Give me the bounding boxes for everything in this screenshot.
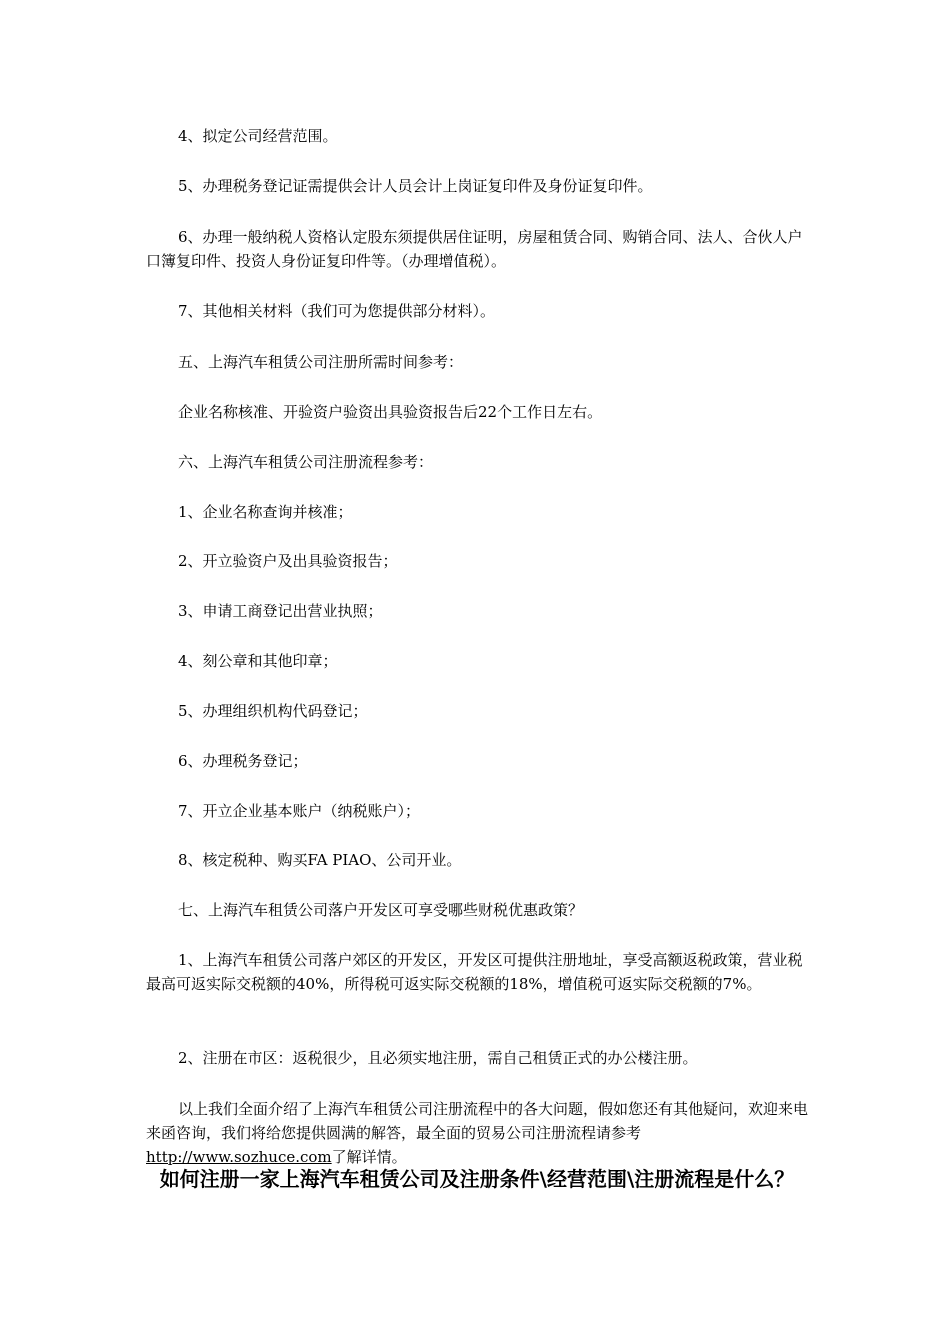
paragraph-time-estimate: 企业名称核准、开验资户验资出具验资报告后22个工作日左右。: [178, 403, 603, 421]
closing-suffix: 了解详情。: [331, 1148, 407, 1166]
process-step-3: 3、申请工商登记出营业执照；: [178, 602, 383, 620]
section-heading-tax-incentives: 七、上海汽车租赁公司落户开发区可享受哪些财税优惠政策？: [178, 901, 584, 919]
closing-text: 以上我们全面介绍了上海汽车租赁公司注册流程中的各大问题，假如您还有其他疑问，欢迎来电来函咨询，我们将给您提供圆满的解答，最全面的贸易公司注册流程请参考: [146, 1100, 809, 1142]
process-step-2: 2、开立验资户及出具验资报告；: [178, 552, 398, 570]
paragraph-item-7-other-materials: 7、其他相关材料（我们可为您提供部分材料）。: [178, 302, 496, 320]
document-title: 如何注册一家上海汽车租赁公司及注册条件\经营范围\注册流程是什么？: [159, 1167, 795, 1191]
paragraph-incentive-urban: 2、注册在市区：返税很少，且必须实地注册，需自己租赁正式的办公楼注册。: [178, 1049, 698, 1067]
process-step-7: 7、开立企业基本账户（纳税账户）；: [178, 802, 421, 820]
paragraph-incentive-suburban: 1、上海汽车租赁公司落户郊区的开发区，开发区可提供注册地址，享受高额返税政策，营业税最高可返实际交税额的40%，所得税可返实际交税额的18%，增值税可返实际交税额的7%。: [146, 951, 803, 993]
process-step-8: 8、核定税种、购买FA PIAO、公司开业。: [178, 851, 462, 869]
website-link[interactable]: http://www.sozhuce.com: [146, 1148, 332, 1166]
paragraph-item-6-general-taxpayer: 6、办理一般纳税人资格认定股东须提供居住证明，房屋租赁合同、购销合同、法人、合伙人户口簿复印件、投资人身份证复印件等。（办理增值税）。: [146, 228, 803, 270]
paragraph-item-4-scope: 4、拟定公司经营范围。: [178, 127, 338, 145]
process-step-5: 5、办理组织机构代码登记；: [178, 702, 368, 720]
paragraph-item-5-tax-registration: 5、办理税务登记证需提供会计人员会计上岗证复印件及身份证复印件。: [178, 177, 653, 195]
closing-paragraph: [146, 1097, 812, 1169]
process-step-4: 4、刻公章和其他印章；: [178, 652, 338, 670]
section-heading-process: 六、上海汽车租赁公司注册流程参考：: [178, 453, 434, 471]
process-step-6: 6、办理税务登记；: [178, 752, 308, 770]
process-step-1: 1、企业名称查询并核准；: [178, 503, 353, 521]
section-heading-time: 五、上海汽车租赁公司注册所需时间参考：: [178, 353, 464, 371]
